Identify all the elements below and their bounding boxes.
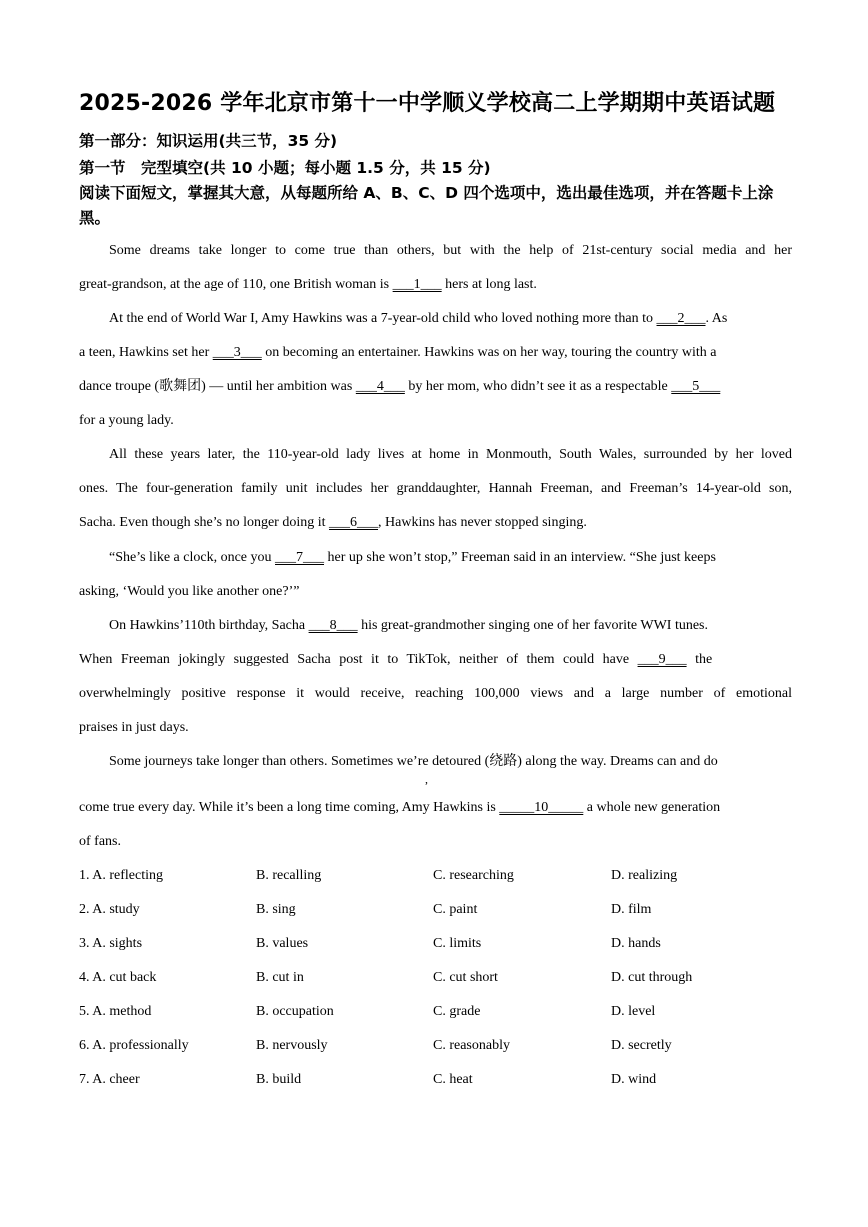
passage-line: for a young lady. xyxy=(79,413,174,428)
option-a[interactable]: 2. A. study xyxy=(79,902,140,917)
passage-line: dance troupe (歌舞团) — until her ambition was ___4___ by her mom, who didn’t see it as a respectable ___5___ xyxy=(79,379,721,394)
option-c[interactable]: C. cut short xyxy=(433,970,498,985)
blank-10: _____10_____ xyxy=(499,800,584,815)
option-c[interactable]: C. researching xyxy=(433,868,514,883)
option-c[interactable]: C. paint xyxy=(433,902,478,917)
option-b[interactable]: B. build xyxy=(256,1072,302,1087)
passage-line: great-grandson, at the age of 110, one British woman is ___1___ hers at long last. xyxy=(79,277,537,292)
passage-line: come true every day. While it’s been a long time coming, Amy Hawkins is _____10_____ a whole new generation xyxy=(79,800,721,815)
option-b[interactable]: B. occupation xyxy=(256,1004,334,1019)
option-c[interactable]: C. limits xyxy=(433,936,482,951)
passage-line: On Hawkins’110th birthday, Sacha ___8___ his great-grandmother singing one of her favorite WWI tunes. xyxy=(109,618,709,633)
option-c[interactable]: C. heat xyxy=(433,1072,473,1087)
option-d[interactable]: D. film xyxy=(611,902,652,917)
passage-line: When Freeman jokingly suggested Sacha post it to TikTok, neither of them could have ___9___ the xyxy=(79,652,713,667)
passage-line: a teen, Hawkins set her ___3___ on becoming an entertainer. Hawkins was on her way, touring the country with a xyxy=(79,345,717,360)
exam-title: 2025-2026 学年北京市第十一中学顺义学校高二上学期期中英语试题 xyxy=(79,91,776,116)
blank-3: ___3___ xyxy=(212,345,262,360)
option-b[interactable]: B. nervously xyxy=(256,1038,328,1053)
option-b[interactable]: B. values xyxy=(256,936,309,951)
option-b[interactable]: B. cut in xyxy=(256,970,304,985)
option-b[interactable]: B. recalling xyxy=(256,868,322,883)
option-d[interactable]: D. cut through xyxy=(611,970,693,985)
stray-comma: , xyxy=(425,772,428,786)
blank-9: ___9___ xyxy=(637,652,687,667)
passage-line: All these years later, the 110-year-old lady lives at home in Monmouth, South Wales, surrounded by her loved xyxy=(109,447,792,462)
option-a[interactable]: 1. A. reflecting xyxy=(79,868,163,883)
passage-line: overwhelmingly positive response it would receive, reaching 100,000 views and a large number of emotional xyxy=(79,686,792,701)
passage-line: of fans. xyxy=(79,834,121,849)
passage-line: Sacha. Even though she’s no longer doing it ___6___, Hawkins has never stopped singing. xyxy=(79,515,587,530)
blank-1: ___1___ xyxy=(392,277,442,292)
section-heading: 第一节 完型填空(共 10 小题；每小题 1.5 分，共 15 分) xyxy=(79,159,491,177)
option-d[interactable]: D. secretly xyxy=(611,1038,672,1053)
part-heading: 第一部分：知识运用(共三节，35 分) xyxy=(79,132,338,150)
passage-line: “She’s like a clock, once you ___7___ her up she won’t stop,” Freeman said in an interview. “She just keeps xyxy=(109,550,716,565)
option-b[interactable]: B. sing xyxy=(256,902,296,917)
passage-line: praises in just days. xyxy=(79,720,189,735)
option-a[interactable]: 4. A. cut back xyxy=(79,970,157,985)
blank-8: ___8___ xyxy=(308,618,358,633)
passage-line: Some journeys take longer than others. Sometimes we’re detoured (绕路) along the way. Dreams can and do xyxy=(109,754,718,769)
option-d[interactable]: D. wind xyxy=(611,1072,657,1087)
option-c[interactable]: C. reasonably xyxy=(433,1038,510,1053)
passage-line: asking, ‘Would you like another one?’” xyxy=(79,584,300,599)
option-d[interactable]: D. hands xyxy=(611,936,661,951)
option-d[interactable]: D. level xyxy=(611,1004,656,1019)
blank-4: ___4___ xyxy=(355,379,405,394)
option-a[interactable]: 6. A. professionally xyxy=(79,1038,189,1053)
option-a[interactable]: 7. A. cheer xyxy=(79,1072,140,1087)
blank-7: ___7___ xyxy=(275,550,325,565)
passage-line: At the end of World War I, Amy Hawkins was a 7-year-old child who loved nothing more than to ___2___. As xyxy=(109,311,728,326)
blank-6: ___6___ xyxy=(329,515,379,530)
option-c[interactable]: C. grade xyxy=(433,1004,481,1019)
passage-line: Some dreams take longer to come true than others, but with the help of 21st-century social media and her xyxy=(109,243,792,258)
instructions: 阅读下面短文，掌握其大意，从每题所给 A、B、C、D 四个选项中，选出最佳选项，并在答题卡上涂黑。 xyxy=(79,184,774,227)
option-d[interactable]: D. realizing xyxy=(611,868,678,883)
option-a[interactable]: 3. A. sights xyxy=(79,936,143,951)
option-a[interactable]: 5. A. method xyxy=(79,1004,152,1019)
blank-5: ___5___ xyxy=(671,379,721,394)
blank-2: ___2___ xyxy=(656,311,706,326)
passage-line: ones. The four-generation family unit includes her granddaughter, Hannah Freeman, and Freeman’s 14-year-old son, xyxy=(79,481,792,496)
